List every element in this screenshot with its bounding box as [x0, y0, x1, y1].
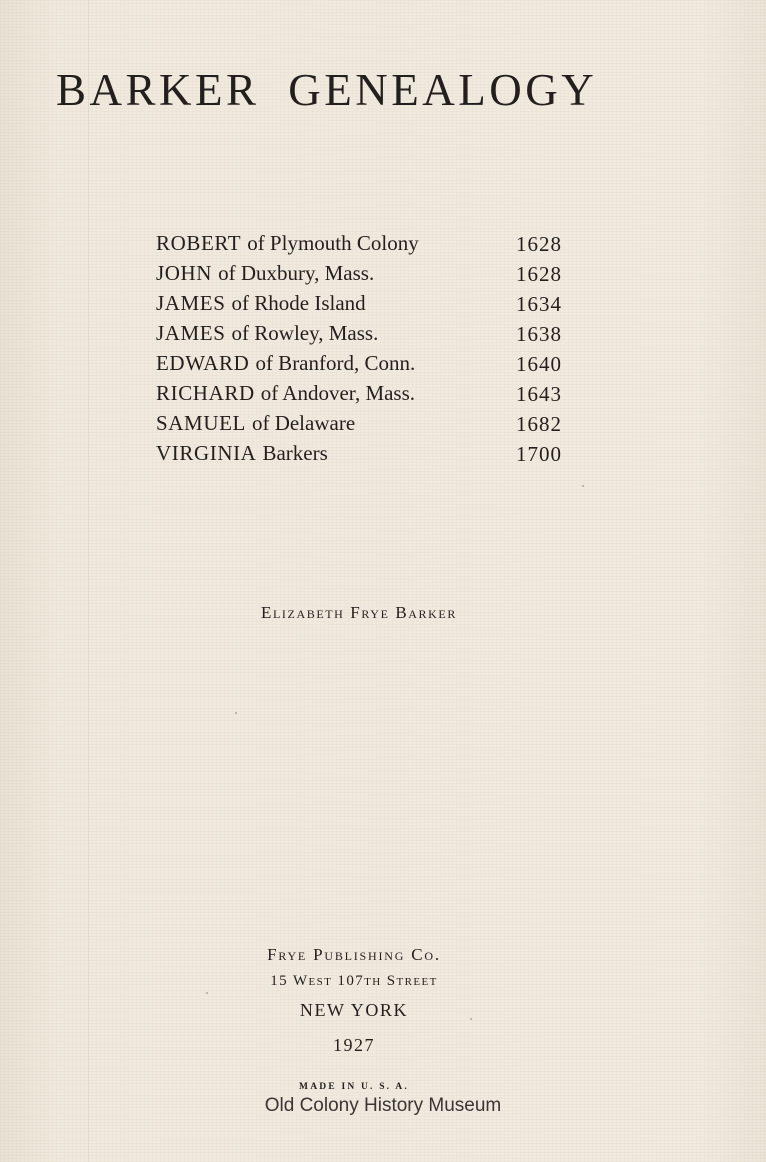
- ancestor-year: 1682: [516, 412, 562, 436]
- ancestor-year: 1640: [516, 352, 562, 376]
- ancestor-year: 1643: [516, 382, 562, 406]
- publisher-name: Frye Publishing Co.: [267, 945, 441, 964]
- ancestor-place: of Plymouth Colony: [247, 231, 419, 255]
- ancestor-entry: [156, 288, 576, 318]
- paper-speck: [235, 712, 237, 714]
- ancestor-entry: [156, 228, 576, 258]
- ancestor-list: [156, 228, 576, 468]
- ancestor-place: of Rhode Island: [231, 291, 366, 315]
- ancestor-entry: [156, 408, 576, 438]
- ancestor-place: of Delaware: [251, 411, 356, 435]
- ancestor-entry: [156, 378, 576, 408]
- ancestor-place: of Andover, Mass.: [260, 381, 416, 405]
- ancestor-entry: [156, 258, 576, 288]
- publication-year: 1927: [333, 1035, 375, 1055]
- ancestor-name: EDWARD: [156, 351, 250, 375]
- ancestor-entry: [156, 438, 576, 468]
- ancestor-place: of Rowley, Mass.: [231, 321, 379, 345]
- ancestor-name: RICHARD: [156, 381, 255, 405]
- author-name: Elizabeth Frye Barker: [261, 603, 457, 622]
- ancestor-entry: [156, 318, 576, 348]
- ancestor-name: JOHN: [156, 261, 213, 285]
- ancestor-name: JAMES: [156, 291, 226, 315]
- paper-speck: [582, 485, 584, 487]
- ancestor-year: 1634: [516, 292, 562, 316]
- book-title: BARKER GENEALOGY: [56, 65, 598, 115]
- ancestor-year: 1628: [516, 262, 562, 286]
- ancestor-year: 1638: [516, 322, 562, 346]
- paper-speck: [206, 992, 208, 994]
- publisher-address: 15 West 107th Street: [270, 973, 438, 989]
- publisher-city: NEW YORK: [299, 1000, 409, 1020]
- ancestor-name: VIRGINIA: [156, 441, 257, 465]
- paper-speck: [470, 1018, 472, 1020]
- made-in-label: MADE IN U. S. A.: [299, 1082, 409, 1092]
- ancestor-name: ROBERT: [156, 231, 242, 255]
- ancestor-name: SAMUEL: [156, 411, 246, 435]
- ancestor-entry: [156, 348, 576, 378]
- ancestor-name: JAMES: [156, 321, 226, 345]
- museum-watermark: Old Colony History Museum: [264, 1095, 502, 1116]
- ancestor-place: Barkers: [262, 441, 328, 465]
- ancestor-year: 1628: [516, 232, 562, 256]
- ancestor-place: of Duxbury, Mass.: [218, 261, 375, 285]
- ancestor-year: 1700: [516, 442, 562, 466]
- ancestor-place: of Branford, Conn.: [255, 351, 416, 375]
